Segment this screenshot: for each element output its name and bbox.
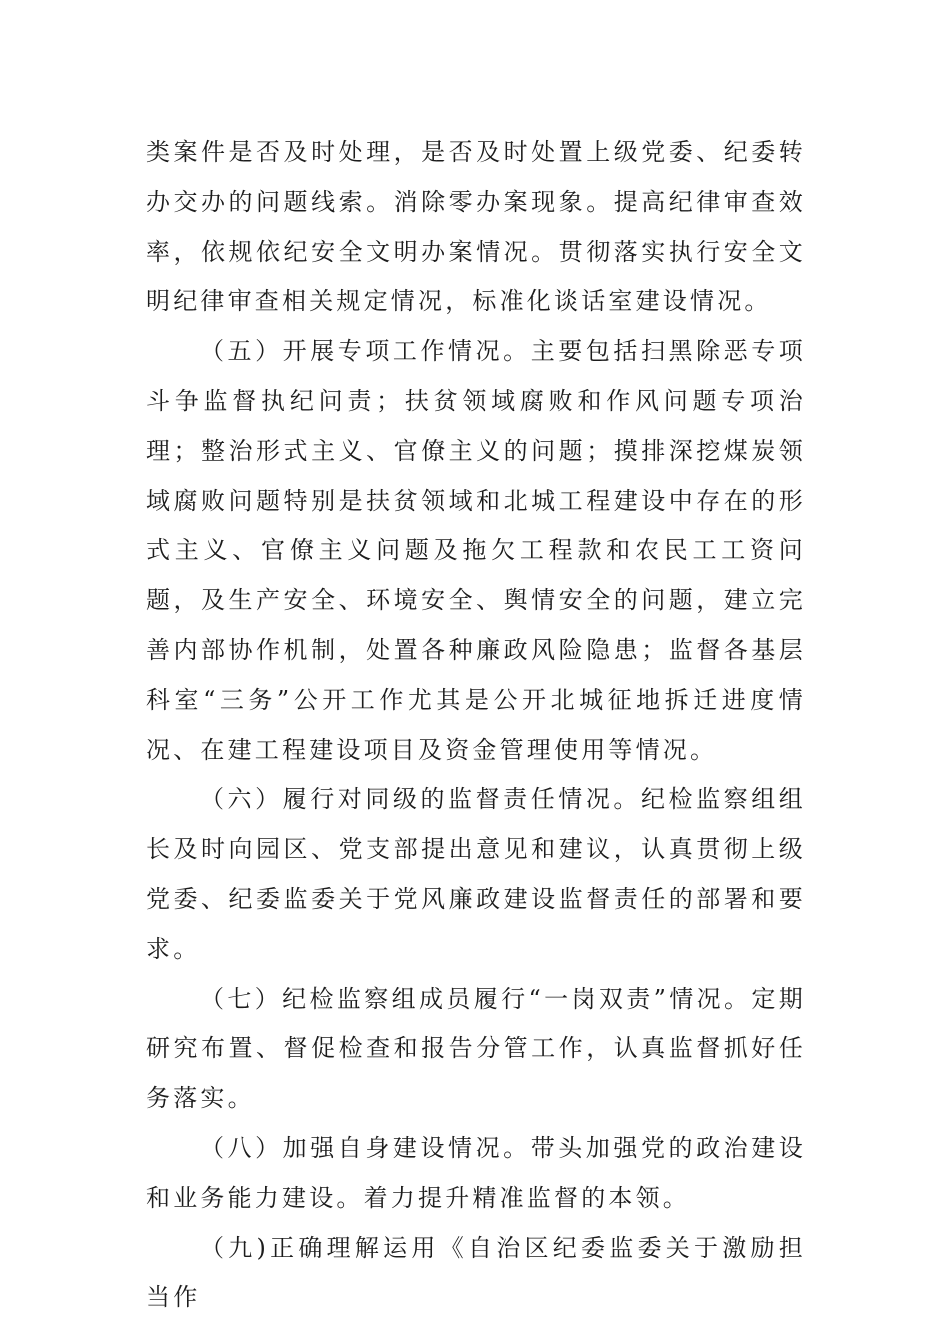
document-body [146, 128, 806, 1323]
paragraph-special-work: （五）开展专项工作情况。主要包括扫黑除恶专项斗争监督执纪问责；扶贫领域腐败和作风问题专项治理；整治形式主义、官僚主义的问题；摸排深挖煤炭领域腐败问题特别是扶贫领域和北城工程建设中存在的形式主义、官僚主义问题及拖欠工程款和农民工工资问题，及生产安全、环境安全、舆情安全的问题，建立完善内部协作机制，处置各种廉政风险隐患；监督各基层科室“三务”公开工作尤其是公开北城征地拆迁进度情况、在建工程建设项目及资金管理使用等情况。 [146, 337, 806, 764]
paragraph-self-building: （八）加强自身建设情况。带头加强党的政治建设和业务能力建设。着力提升精准监督的本领。 [146, 1133, 806, 1212]
paragraph-dual-responsibility: （七）纪检监察组成员履行“一岗双责”情况。定期研究布置、督促检查和报告分管工作，认真监督抓好任务落实。 [146, 984, 806, 1113]
paragraph-supervision-duty: （六）履行对同级的监督责任情况。纪检监察组组长及时向园区、党支部提出意见和建议，认真贯彻上级党委、纪委监委关于党风廉政建设监督责任的部署和要求。 [146, 785, 806, 963]
paragraph-regulation-usage: （九)正确理解运用《自治区纪委监委关于激励担当作 [146, 1233, 806, 1312]
paragraph-case-handling: 类案件是否及时处理，是否及时处置上级党委、纪委转办交办的问题线索。消除零办案现象。提高纪律审查效率，依规依纪安全文明办案情况。贯彻落实执行安全文明纪律审查相关规定情况，标准化谈话室建设情况。 [146, 138, 806, 316]
